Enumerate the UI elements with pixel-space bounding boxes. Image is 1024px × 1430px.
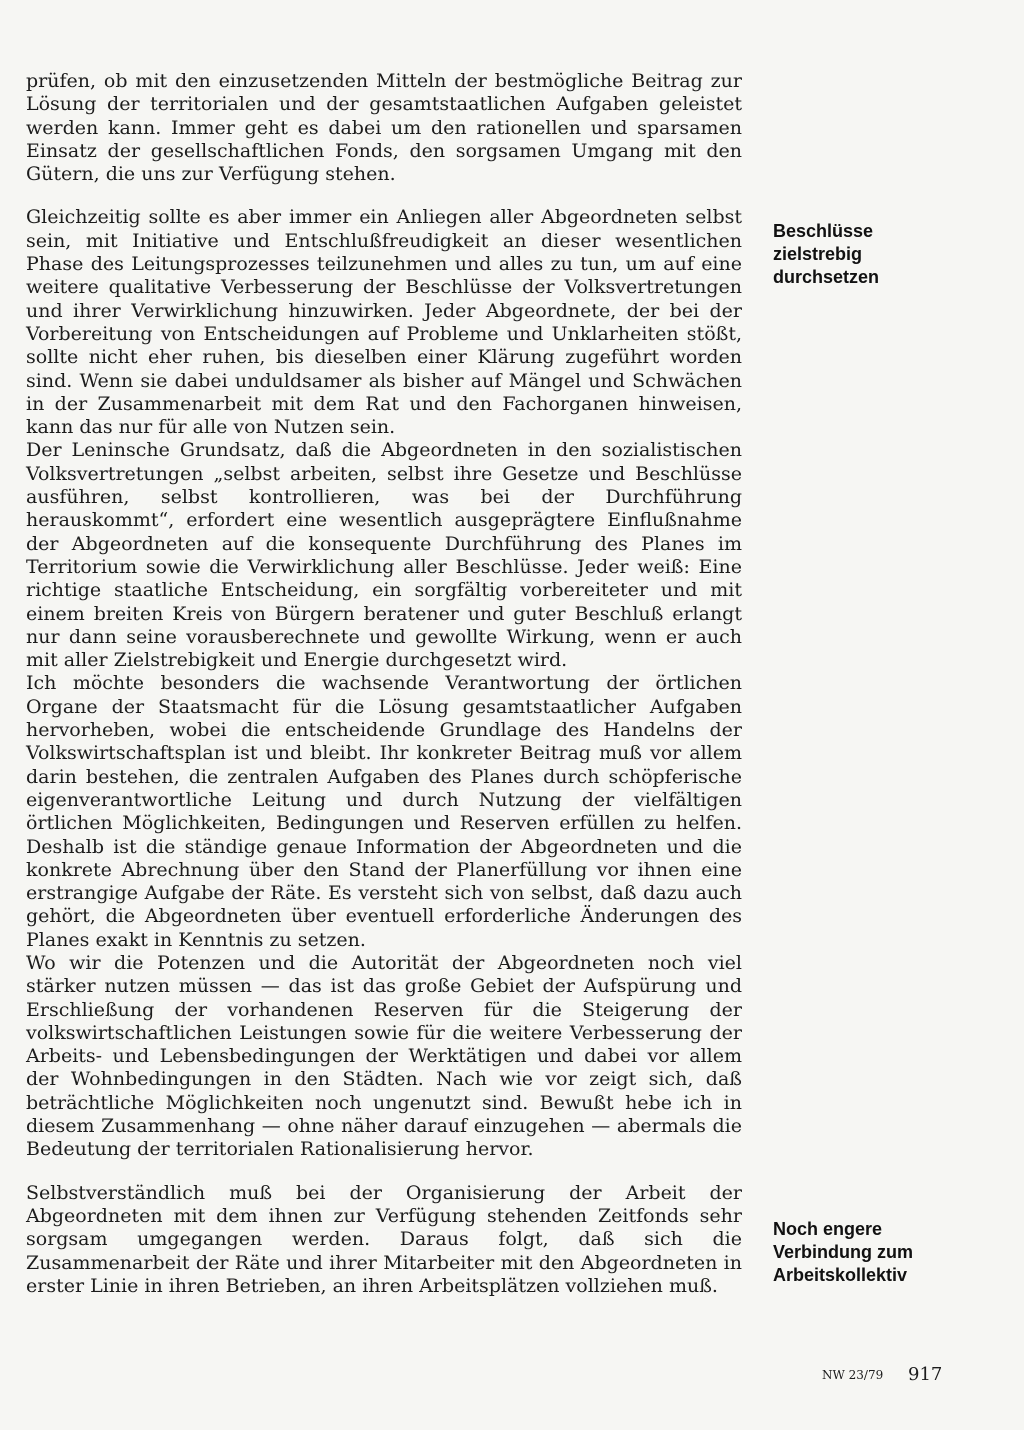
margin-heading-line: Arbeitskollektiv: [773, 1265, 908, 1285]
margin-heading-line: Verbindung zum: [773, 1242, 914, 1262]
paragraph: Selbstverständlich muß bei der Organisierung der Arbeit der Abgeordneten mit dem ihnen zur Verfügung stehenden Zeitfonds sehr sorgsam umgegangen werden. Daraus folgt, daß sich die Zusammenarbeit der Räte und ihrer Mitarbeiter mit den Abgeordneten in erster Linie in ihren Betrieben, an ihren Arbeitsplätzen vollziehen muß.: [26, 1181, 742, 1297]
paragraph: prüfen, ob mit den einzusetzenden Mitteln der bestmögliche Beitrag zur Lösung der territorialen und der gesamtstaatlichen Aufgaben geleistet werden kann. Immer geht es dabei um den rationellen und sparsamen Einsatz der gesellschaftlichen Fonds, den sorgsamen Umgang mit den Gütern, die uns zur Verfügung stehen.: [26, 70, 742, 186]
paragraph: Gleichzeitig sollte es aber immer ein Anliegen aller Abgeordneten selbst sein, mit Initiative und Entschlußfreudigkeit an dieser wesentlichen Phase des Leitungsprozesses teilzunehmen und alles zu tun, um auf eine weitere qualitative Verbesserung der Beschlüsse der Volksvertretungen und ihrer Verwirklichung hinzuwirken. Jeder Abgeordnete, der bei der Vorbereitung von Entscheidungen auf Probleme und Unklarheiten stößt, sollte nicht eher ruhen, bis dieselben einer Klärung zugeführt worden sind. Wenn sie dabei unduldsamer als bisher auf Mängel und Schwächen in der Zusammenarbeit mit dem Rat und den Fachorganen hinweisen, kann das nur für alle von Nutzen sein.: [26, 206, 742, 439]
margin-heading-beschluesse: [773, 220, 973, 289]
margin-heading-line: Noch engere: [773, 1219, 883, 1239]
margin-heading-line: durchsetzen: [773, 267, 880, 287]
article-body: [26, 70, 742, 1298]
paragraph: Der Leninsche Grundsatz, daß die Abgeordneten in den sozialistischen Volksvertretungen „selbst arbeiten, selbst ihre Gesetze und Beschlüsse ausführen, selbst kontrollieren, was bei der Durchführung herauskommt“, erfordert eine wesentlich ausgeprägtere Einflußnahme der Abgeordneten auf die konsequente Durchführung des Planes im Territorium sowie die Verwirklichung aller Beschlüsse. Jeder weiß: Eine richtige staatliche Entscheidung, ein sorgfältig vorbereiteter und mit einem breiten Kreis von Bürgern beratener und guter Beschluß erlangt nur dann seine vorausberechnete und gewollte Wirkung, wenn er auch mit aller Zielstrebigkeit und Energie durchgesetzt wird.: [26, 439, 742, 672]
paragraph: Ich möchte besonders die wachsende Verantwortung der örtlichen Organe der Staatsmacht für die Lösung gesamtstaatlicher Aufgaben hervorheben, wobei die entscheidende Grundlage des Handelns der Volkswirtschaftsplan ist und bleibt. Ihr konkreter Beitrag muß vor allem darin bestehen, die zentralen Aufgaben des Planes durch schöpferische eigenverantwortliche Leitung und durch Nutzung der vielfältigen örtlichen Möglichkeiten, Bedingungen und Reserven erfüllen zu helfen. Deshalb ist die ständige genaue Information der Abgeordneten und die konkrete Abrechnung über den Stand der Planerfüllung vor ihnen eine erstrangige Aufgabe der Räte. Es versteht sich von selbst, daß dazu auch gehört, die Abgeordneten über eventuell erforderliche Änderungen des Planes exakt in Kenntnis zu setzen.: [26, 672, 742, 951]
margin-heading-line: Beschlüsse: [773, 221, 874, 241]
margin-heading-line: zielstrebig: [773, 244, 863, 264]
issue-reference: NW 23/79: [822, 1368, 884, 1382]
paragraph: Wo wir die Potenzen und die Autorität der Abgeordneten noch viel stärker nutzen müssen — das ist das große Gebiet der Aufspürung und Erschließung der vorhandenen Reserven für die Steigerung der volkswirtschaftlichen Leistungen sowie für die weitere Verbesserung der Arbeits- und Lebensbedingungen der Werktätigen und dabei vor allem der Wohnbedingungen in den Städten. Nach wie vor zeigt sich, daß beträchtliche Möglichkeiten noch ungenutzt sind. Bewußt hebe ich in diesem Zusammenhang — ohne näher darauf einzugehen — abermals die Bedeutung der territorialen Rationalisierung hervor.: [26, 951, 742, 1161]
page-number: 917: [908, 1364, 943, 1385]
margin-heading-verbindung: [773, 1218, 973, 1287]
